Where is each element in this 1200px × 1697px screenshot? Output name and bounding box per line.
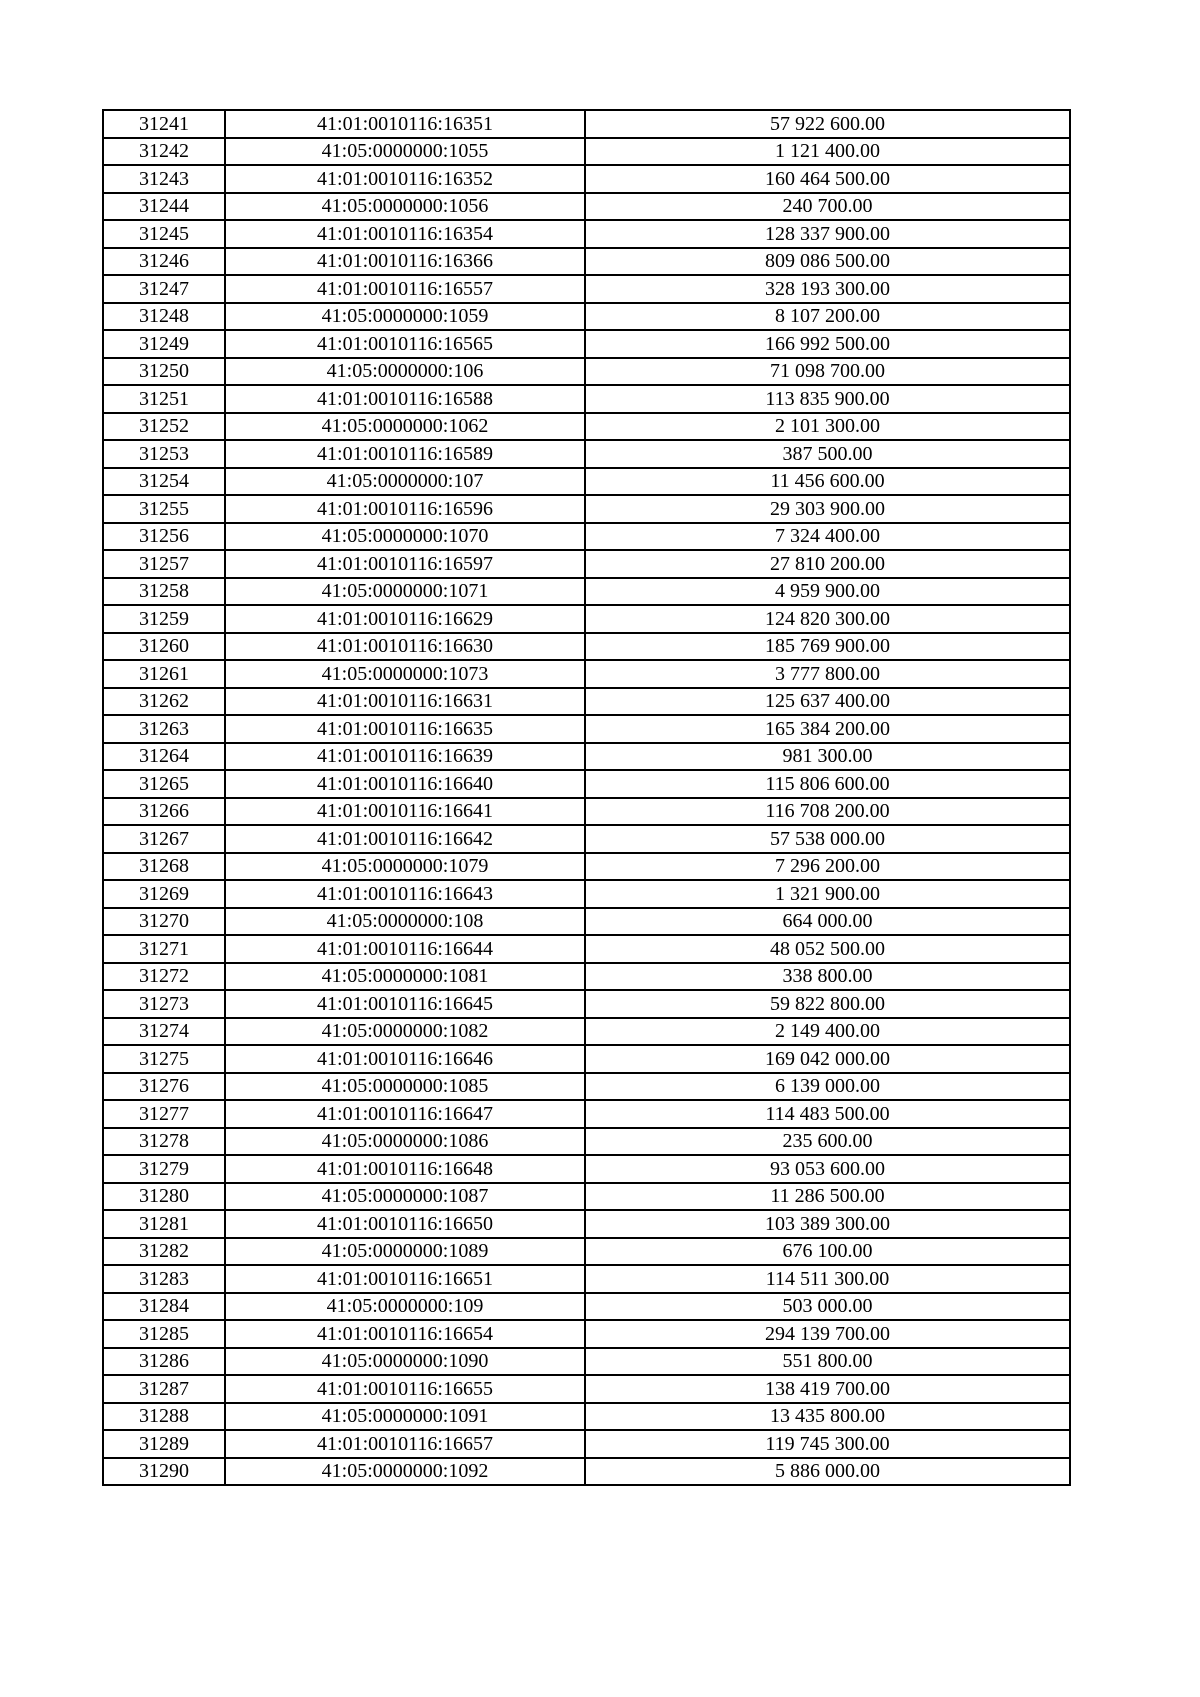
cadastral-number-cell: 41:01:0010116:16644 [225, 935, 585, 963]
cadastral-value-cell: 124 820 300.00 [585, 605, 1070, 633]
row-number-cell: 31289 [103, 1430, 225, 1458]
row-number-cell: 31262 [103, 688, 225, 716]
row-number-cell: 31278 [103, 1128, 225, 1156]
cadastral-number-cell: 41:05:0000000:1062 [225, 413, 585, 441]
cadastral-value-cell: 114 483 500.00 [585, 1100, 1070, 1128]
row-number-cell: 31273 [103, 990, 225, 1018]
table-row [103, 303, 1070, 331]
table-row [103, 220, 1070, 248]
cadastral-value-cell: 59 822 800.00 [585, 990, 1070, 1018]
row-number-cell: 31286 [103, 1348, 225, 1376]
row-number-cell: 31285 [103, 1320, 225, 1348]
cadastral-value-cell: 138 419 700.00 [585, 1375, 1070, 1403]
cadastral-number-cell: 41:01:0010116:16648 [225, 1155, 585, 1183]
row-number-cell: 31249 [103, 330, 225, 358]
cadastral-value-cell: 166 992 500.00 [585, 330, 1070, 358]
table-row [103, 1430, 1070, 1458]
cadastral-value-cell: 185 769 900.00 [585, 633, 1070, 661]
cadastral-number-cell: 41:01:0010116:16557 [225, 275, 585, 303]
table-row [103, 1045, 1070, 1073]
cadastral-number-cell: 41:05:0000000:1092 [225, 1458, 585, 1486]
cadastral-value-cell: 2 149 400.00 [585, 1018, 1070, 1046]
row-number-cell: 31257 [103, 550, 225, 578]
cadastral-value-cell: 114 511 300.00 [585, 1265, 1070, 1293]
row-number-cell: 31282 [103, 1238, 225, 1266]
table-row [103, 248, 1070, 276]
row-number-cell: 31254 [103, 468, 225, 496]
cadastral-value-cell: 8 107 200.00 [585, 303, 1070, 331]
row-number-cell: 31251 [103, 385, 225, 413]
cadastral-value-cell: 676 100.00 [585, 1238, 1070, 1266]
cadastral-number-cell: 41:05:0000000:1059 [225, 303, 585, 331]
cadastral-value-cell: 103 389 300.00 [585, 1210, 1070, 1238]
cadastral-value-cell: 809 086 500.00 [585, 248, 1070, 276]
table-row [103, 495, 1070, 523]
cadastral-value-cell: 27 810 200.00 [585, 550, 1070, 578]
row-number-cell: 31259 [103, 605, 225, 633]
cadastral-number-cell: 41:01:0010116:16565 [225, 330, 585, 358]
table-row [103, 440, 1070, 468]
cadastral-value-cell: 240 700.00 [585, 193, 1070, 221]
cadastral-number-cell: 41:01:0010116:16654 [225, 1320, 585, 1348]
table-row [103, 1018, 1070, 1046]
table-body [103, 110, 1070, 1485]
row-number-cell: 31271 [103, 935, 225, 963]
row-number-cell: 31242 [103, 138, 225, 166]
row-number-cell: 31281 [103, 1210, 225, 1238]
table-row [103, 1100, 1070, 1128]
cadastral-value-cell: 6 139 000.00 [585, 1073, 1070, 1101]
row-number-cell: 31263 [103, 715, 225, 743]
row-number-cell: 31243 [103, 165, 225, 193]
cadastral-number-cell: 41:01:0010116:16640 [225, 770, 585, 798]
table-row [103, 523, 1070, 551]
cadastral-number-cell: 41:05:0000000:1071 [225, 578, 585, 606]
cadastral-value-cell: 7 324 400.00 [585, 523, 1070, 551]
cadastral-number-cell: 41:01:0010116:16646 [225, 1045, 585, 1073]
cadastral-number-cell: 41:05:0000000:107 [225, 468, 585, 496]
cadastral-value-cell: 2 101 300.00 [585, 413, 1070, 441]
table-row [103, 688, 1070, 716]
table-row [103, 385, 1070, 413]
row-number-cell: 31265 [103, 770, 225, 798]
table-row [103, 578, 1070, 606]
row-number-cell: 31287 [103, 1375, 225, 1403]
cadastral-value-cell: 11 286 500.00 [585, 1183, 1070, 1211]
cadastral-value-cell: 116 708 200.00 [585, 798, 1070, 826]
cadastral-value-cell: 551 800.00 [585, 1348, 1070, 1376]
cadastral-number-cell: 41:05:0000000:1070 [225, 523, 585, 551]
cadastral-value-cell: 1 121 400.00 [585, 138, 1070, 166]
cadastral-value-cell: 3 777 800.00 [585, 660, 1070, 688]
table-row [103, 1183, 1070, 1211]
table-row [103, 935, 1070, 963]
cadastral-value-cell: 48 052 500.00 [585, 935, 1070, 963]
table-row [103, 138, 1070, 166]
table-row [103, 990, 1070, 1018]
row-number-cell: 31288 [103, 1403, 225, 1431]
cadastral-number-cell: 41:01:0010116:16645 [225, 990, 585, 1018]
row-number-cell: 31245 [103, 220, 225, 248]
row-number-cell: 31268 [103, 853, 225, 881]
cadastral-value-cell: 13 435 800.00 [585, 1403, 1070, 1431]
cadastral-value-cell: 57 922 600.00 [585, 110, 1070, 138]
cadastral-number-cell: 41:05:0000000:106 [225, 358, 585, 386]
row-number-cell: 31280 [103, 1183, 225, 1211]
cadastral-number-cell: 41:05:0000000:1086 [225, 1128, 585, 1156]
table-row [103, 1293, 1070, 1321]
cadastral-value-cell: 93 053 600.00 [585, 1155, 1070, 1183]
cadastral-number-cell: 41:01:0010116:16629 [225, 605, 585, 633]
table-row [103, 1265, 1070, 1293]
cadastral-number-cell: 41:01:0010116:16354 [225, 220, 585, 248]
table-row [103, 1155, 1070, 1183]
row-number-cell: 31261 [103, 660, 225, 688]
cadastral-value-cell: 328 193 300.00 [585, 275, 1070, 303]
cadastral-number-cell: 41:05:0000000:1085 [225, 1073, 585, 1101]
table-row [103, 963, 1070, 991]
row-number-cell: 31275 [103, 1045, 225, 1073]
cadastral-value-cell: 235 600.00 [585, 1128, 1070, 1156]
cadastral-number-cell: 41:01:0010116:16351 [225, 110, 585, 138]
cadastral-value-cell: 57 538 000.00 [585, 825, 1070, 853]
row-number-cell: 31270 [103, 908, 225, 936]
cadastral-value-cell: 338 800.00 [585, 963, 1070, 991]
row-number-cell: 31284 [103, 1293, 225, 1321]
table-row [103, 1128, 1070, 1156]
cadastral-value-cell: 160 464 500.00 [585, 165, 1070, 193]
cadastral-value-table [102, 109, 1071, 1486]
row-number-cell: 31276 [103, 1073, 225, 1101]
row-number-cell: 31255 [103, 495, 225, 523]
cadastral-value-cell: 128 337 900.00 [585, 220, 1070, 248]
table-row [103, 468, 1070, 496]
table-row [103, 1348, 1070, 1376]
row-number-cell: 31260 [103, 633, 225, 661]
cadastral-value-cell: 11 456 600.00 [585, 468, 1070, 496]
row-number-cell: 31283 [103, 1265, 225, 1293]
cadastral-number-cell: 41:05:0000000:108 [225, 908, 585, 936]
cadastral-number-cell: 41:01:0010116:16597 [225, 550, 585, 578]
table-row [103, 358, 1070, 386]
cadastral-number-cell: 41:01:0010116:16352 [225, 165, 585, 193]
cadastral-number-cell: 41:01:0010116:16588 [225, 385, 585, 413]
cadastral-value-cell: 1 321 900.00 [585, 880, 1070, 908]
cadastral-number-cell: 41:01:0010116:16596 [225, 495, 585, 523]
cadastral-value-cell: 115 806 600.00 [585, 770, 1070, 798]
cadastral-value-cell: 113 835 900.00 [585, 385, 1070, 413]
row-number-cell: 31279 [103, 1155, 225, 1183]
cadastral-number-cell: 41:01:0010116:16643 [225, 880, 585, 908]
row-number-cell: 31252 [103, 413, 225, 441]
cadastral-number-cell: 41:05:0000000:1081 [225, 963, 585, 991]
row-number-cell: 31258 [103, 578, 225, 606]
table-row [103, 275, 1070, 303]
row-number-cell: 31253 [103, 440, 225, 468]
row-number-cell: 31264 [103, 743, 225, 771]
cadastral-number-cell: 41:05:0000000:1056 [225, 193, 585, 221]
row-number-cell: 31274 [103, 1018, 225, 1046]
cadastral-value-cell: 664 000.00 [585, 908, 1070, 936]
table-row [103, 743, 1070, 771]
table-row [103, 1238, 1070, 1266]
table-row [103, 798, 1070, 826]
table-row [103, 550, 1070, 578]
cadastral-value-cell: 5 886 000.00 [585, 1458, 1070, 1486]
table-row [103, 1375, 1070, 1403]
cadastral-value-cell: 7 296 200.00 [585, 853, 1070, 881]
table-row [103, 413, 1070, 441]
table-row [103, 660, 1070, 688]
row-number-cell: 31266 [103, 798, 225, 826]
cadastral-value-cell: 981 300.00 [585, 743, 1070, 771]
row-number-cell: 31241 [103, 110, 225, 138]
cadastral-value-cell: 294 139 700.00 [585, 1320, 1070, 1348]
table-row [103, 1320, 1070, 1348]
cadastral-number-cell: 41:01:0010116:16657 [225, 1430, 585, 1458]
table-row [103, 715, 1070, 743]
table-row [103, 908, 1070, 936]
table-row [103, 1403, 1070, 1431]
cadastral-value-cell: 29 303 900.00 [585, 495, 1070, 523]
cadastral-number-cell: 41:05:0000000:1082 [225, 1018, 585, 1046]
cadastral-number-cell: 41:01:0010116:16631 [225, 688, 585, 716]
cadastral-number-cell: 41:01:0010116:16366 [225, 248, 585, 276]
cadastral-number-cell: 41:05:0000000:1055 [225, 138, 585, 166]
table-row [103, 1458, 1070, 1486]
table-row [103, 853, 1070, 881]
cadastral-number-cell: 41:01:0010116:16630 [225, 633, 585, 661]
cadastral-number-cell: 41:01:0010116:16641 [225, 798, 585, 826]
cadastral-number-cell: 41:01:0010116:16589 [225, 440, 585, 468]
cadastral-number-cell: 41:01:0010116:16655 [225, 1375, 585, 1403]
cadastral-number-cell: 41:01:0010116:16639 [225, 743, 585, 771]
table-row [103, 605, 1070, 633]
row-number-cell: 31272 [103, 963, 225, 991]
table-row [103, 110, 1070, 138]
table-row [103, 165, 1070, 193]
row-number-cell: 31277 [103, 1100, 225, 1128]
row-number-cell: 31247 [103, 275, 225, 303]
cadastral-value-cell: 165 384 200.00 [585, 715, 1070, 743]
table-row [103, 330, 1070, 358]
row-number-cell: 31248 [103, 303, 225, 331]
cadastral-number-cell: 41:05:0000000:1073 [225, 660, 585, 688]
row-number-cell: 31250 [103, 358, 225, 386]
table-row [103, 633, 1070, 661]
cadastral-value-cell: 119 745 300.00 [585, 1430, 1070, 1458]
cadastral-value-cell: 387 500.00 [585, 440, 1070, 468]
table-row [103, 770, 1070, 798]
cadastral-number-cell: 41:05:0000000:1079 [225, 853, 585, 881]
cadastral-number-cell: 41:05:0000000:1087 [225, 1183, 585, 1211]
row-number-cell: 31256 [103, 523, 225, 551]
cadastral-value-cell: 4 959 900.00 [585, 578, 1070, 606]
table-row [103, 880, 1070, 908]
cadastral-value-cell: 169 042 000.00 [585, 1045, 1070, 1073]
row-number-cell: 31244 [103, 193, 225, 221]
cadastral-value-cell: 125 637 400.00 [585, 688, 1070, 716]
cadastral-value-cell: 503 000.00 [585, 1293, 1070, 1321]
row-number-cell: 31246 [103, 248, 225, 276]
row-number-cell: 31269 [103, 880, 225, 908]
cadastral-number-cell: 41:05:0000000:1091 [225, 1403, 585, 1431]
row-number-cell: 31290 [103, 1458, 225, 1486]
cadastral-number-cell: 41:05:0000000:1090 [225, 1348, 585, 1376]
table-row [103, 1073, 1070, 1101]
cadastral-number-cell: 41:05:0000000:109 [225, 1293, 585, 1321]
cadastral-number-cell: 41:01:0010116:16647 [225, 1100, 585, 1128]
cadastral-number-cell: 41:05:0000000:1089 [225, 1238, 585, 1266]
cadastral-number-cell: 41:01:0010116:16635 [225, 715, 585, 743]
cadastral-number-cell: 41:01:0010116:16650 [225, 1210, 585, 1238]
cadastral-value-cell: 71 098 700.00 [585, 358, 1070, 386]
table-row [103, 1210, 1070, 1238]
row-number-cell: 31267 [103, 825, 225, 853]
table-row [103, 193, 1070, 221]
cadastral-number-cell: 41:01:0010116:16642 [225, 825, 585, 853]
table-row [103, 825, 1070, 853]
cadastral-number-cell: 41:01:0010116:16651 [225, 1265, 585, 1293]
